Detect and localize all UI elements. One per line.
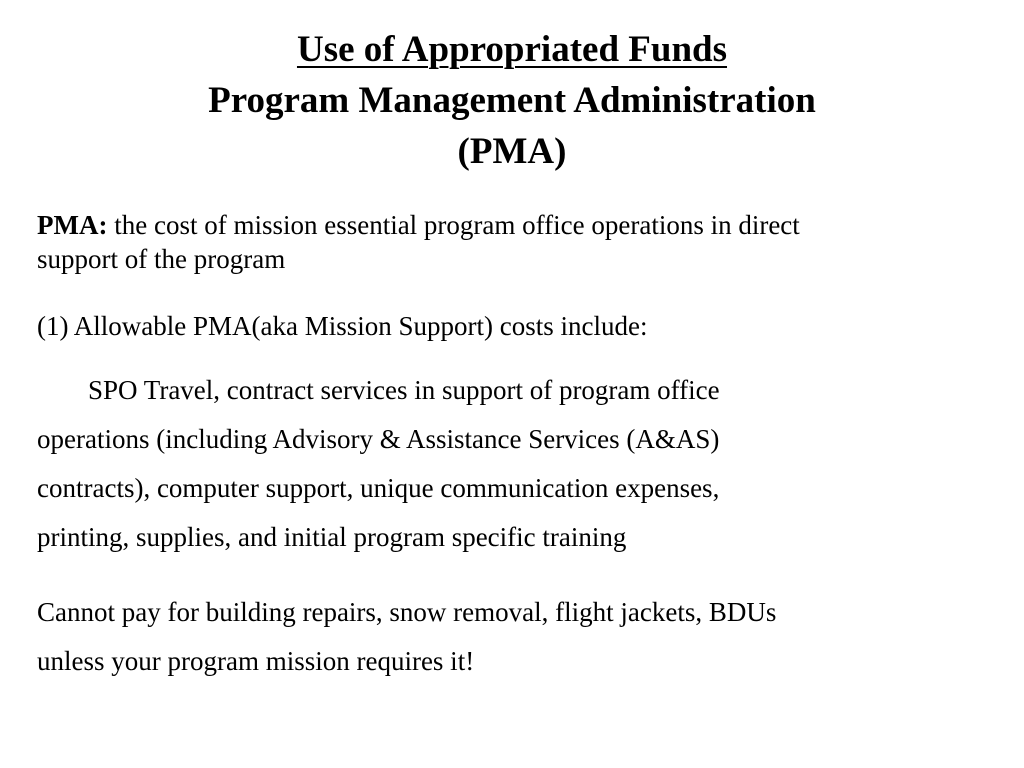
allowable-heading: (1) Allowable PMA(aka Mission Support) costs include: xyxy=(37,311,648,341)
definition-text-line-2: support of the program xyxy=(37,244,286,274)
restriction-line: Cannot pay for building repairs, snow removal, flight jackets, BDUs xyxy=(37,597,777,627)
restriction-paragraph xyxy=(37,588,1012,686)
definition-text-line-1: the cost of mission essential program office operations in direct xyxy=(114,210,800,240)
cost-line: printing, supplies, and initial program specific training xyxy=(37,522,627,552)
restriction-line: unless your program mission requires it! xyxy=(37,646,475,676)
allowable-costs-paragraph xyxy=(37,366,1012,562)
cost-line: contracts), computer support, unique communication expenses, xyxy=(37,473,720,503)
definition-term: PMA: xyxy=(37,210,108,240)
title-line-2: Program Management Administration xyxy=(208,80,816,121)
title-line-1: Use of Appropriated Funds xyxy=(296,29,728,70)
cost-line: SPO Travel, contract services in support of program office xyxy=(88,375,720,405)
pma-definition xyxy=(37,208,1012,276)
slide-title xyxy=(0,24,1024,177)
cost-line: operations (including Advisory & Assistance Services (A&AS) xyxy=(37,424,720,454)
title-line-3: (PMA) xyxy=(457,131,567,172)
